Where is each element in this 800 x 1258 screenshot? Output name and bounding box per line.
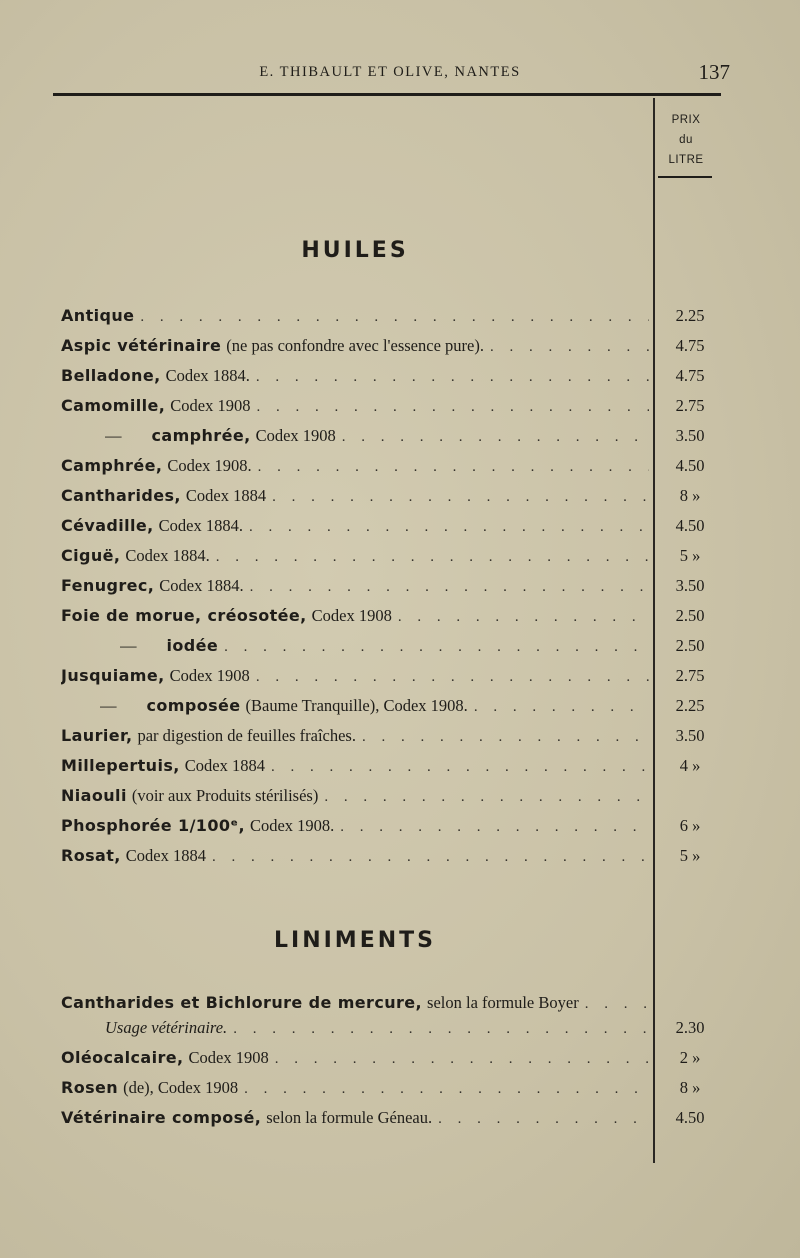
item-detail: Codex 1908. — [249, 816, 335, 835]
list-item — [61, 666, 649, 692]
item-detail: (ne pas confondre avec l'essence pure). — [226, 336, 484, 355]
item-detail: Usage vétérinaire. — [105, 1018, 228, 1037]
list-item — [61, 606, 649, 632]
item-price: 4.50 — [675, 516, 705, 535]
item-name: Niaouli — [61, 786, 127, 805]
list-item — [61, 1108, 649, 1134]
running-head: E. THIBAULT ET OLIVE, NANTES — [259, 64, 521, 80]
dot-leader — [324, 789, 649, 806]
item-name: Rosat, — [61, 846, 121, 865]
dot-leader — [224, 639, 649, 656]
list-item — [61, 1048, 649, 1074]
item-name: Fenugrec, — [61, 576, 155, 595]
list-item — [61, 576, 649, 602]
dot-leader — [275, 1051, 649, 1068]
item-name: Laurier, — [61, 726, 133, 745]
item-name: iodée — [166, 636, 219, 655]
dot-leader — [474, 699, 649, 716]
dot-leader — [216, 549, 649, 566]
item-price: 6 » — [679, 816, 701, 835]
item-detail: Codex 1884. — [165, 366, 250, 385]
dot-leader — [250, 579, 649, 596]
dot-leader — [398, 609, 649, 626]
dot-leader — [271, 759, 649, 776]
dot-leader — [233, 1021, 649, 1038]
item-price: 2.50 — [675, 606, 705, 625]
list-item — [61, 993, 649, 1019]
item-name: Antique — [61, 306, 135, 325]
item-name: Rosen — [61, 1078, 119, 1097]
ditto-dash: — — [105, 426, 122, 445]
dot-leader — [342, 429, 649, 446]
item-price: 5 » — [679, 546, 701, 565]
item-price: 4 » — [679, 756, 701, 775]
item-detail: Codex 1908 — [255, 426, 336, 445]
item-name: camphrée, — [151, 426, 251, 445]
item-name: Cantharides, — [61, 486, 181, 505]
item-detail: Codex 1884. — [158, 516, 243, 535]
item-price: 3.50 — [675, 576, 705, 595]
list-item — [61, 846, 649, 872]
item-price: 4.50 — [675, 456, 705, 475]
price-header-line-3: LITRE — [668, 154, 704, 166]
header-rule — [53, 93, 721, 96]
dot-leader — [256, 399, 649, 416]
page-number: 137 — [698, 60, 730, 84]
item-price: 4.75 — [675, 336, 705, 355]
dot-leader — [258, 459, 649, 476]
item-price: 2 » — [679, 1048, 701, 1067]
price-header-line-1: PRIX — [671, 114, 701, 126]
dot-leader — [256, 669, 649, 686]
item-name: Camphrée, — [61, 456, 163, 475]
item-price: 2.25 — [675, 696, 705, 715]
item-price: 2.30 — [675, 1018, 705, 1037]
dot-leader — [244, 1081, 649, 1098]
list-item — [61, 516, 649, 542]
item-detail: Codex 1908 — [311, 606, 392, 625]
item-name: Oléocalcaire, — [61, 1048, 184, 1067]
list-item — [61, 336, 649, 362]
list-item — [61, 816, 649, 842]
dot-leader — [490, 339, 649, 356]
item-detail: Codex 1908 — [188, 1048, 269, 1067]
list-item — [120, 636, 649, 662]
item-detail: selon la formule Géneau. — [266, 1108, 433, 1127]
item-detail: Codex 1884 — [185, 486, 267, 505]
item-price: 2.25 — [675, 306, 705, 325]
item-price: 3.50 — [675, 426, 705, 445]
item-detail: Codex 1908. — [167, 456, 252, 475]
dot-leader — [249, 519, 649, 536]
item-detail: Codex 1908 — [170, 396, 251, 415]
list-item — [61, 396, 649, 422]
item-detail: Codex 1908 — [169, 666, 250, 685]
item-detail: par digestion de feuilles fraîches. — [137, 726, 356, 745]
item-name: Camomille, — [61, 396, 166, 415]
list-item — [61, 756, 649, 782]
list-item — [61, 786, 649, 812]
item-detail: Codex 1884 — [184, 756, 265, 775]
item-name: Phosphorée 1/100ᵉ, — [61, 816, 245, 835]
section-title-liniments: LINIMENTS — [274, 928, 436, 953]
price-column-rule — [653, 98, 655, 1163]
item-detail: Codex 1884. — [159, 576, 244, 595]
dot-leader — [438, 1111, 649, 1128]
section-title-huiles: HUILES — [301, 238, 409, 263]
list-item — [61, 456, 649, 482]
list-item — [61, 546, 649, 572]
list-item — [61, 1078, 649, 1104]
list-item — [105, 1018, 649, 1044]
item-price: 2.50 — [675, 636, 705, 655]
item-price: 2.75 — [675, 666, 705, 685]
list-item — [61, 726, 649, 752]
dot-leader — [140, 309, 649, 326]
item-price: 8 » — [679, 486, 701, 505]
item-detail: (Baume Tranquille), Codex 1908. — [245, 696, 468, 715]
ditto-dash: — — [100, 696, 117, 715]
list-item — [61, 486, 649, 512]
dot-leader — [256, 369, 649, 386]
item-name: composée — [146, 696, 241, 715]
dot-leader — [272, 489, 649, 506]
item-detail: (voir aux Produits stérilisés) — [131, 786, 319, 805]
item-detail: Codex 1884. — [125, 546, 210, 565]
item-detail: (de), Codex 1908 — [123, 1078, 239, 1097]
item-price: 4.50 — [675, 1108, 705, 1127]
item-price: 8 » — [679, 1078, 701, 1097]
item-name: Aspic vétérinaire — [61, 336, 222, 355]
item-price: 2.75 — [675, 396, 705, 415]
dot-leader — [340, 819, 649, 836]
item-name: Belladone, — [61, 366, 161, 385]
price-column-header — [656, 110, 716, 170]
dot-leader — [585, 996, 649, 1013]
dot-leader — [362, 729, 649, 746]
item-price: 5 » — [679, 846, 701, 865]
price-header-rule — [658, 176, 712, 178]
item-price: 3.50 — [675, 726, 705, 745]
ditto-dash: — — [120, 636, 137, 655]
list-item — [61, 306, 649, 332]
dot-leader — [212, 849, 649, 866]
item-detail: selon la formule Boyer — [427, 993, 579, 1012]
item-detail: Codex 1884 — [125, 846, 206, 865]
list-item — [61, 366, 649, 392]
item-name: Vétérinaire composé, — [61, 1108, 262, 1127]
item-name: Jusquiame, — [61, 666, 165, 685]
item-name: Cévadille, — [61, 516, 154, 535]
price-header-line-2: du — [679, 134, 693, 146]
item-name: Foie de morue, créosotée, — [61, 606, 307, 625]
list-item — [100, 696, 649, 722]
list-item — [105, 426, 649, 452]
item-name: Millepertuis, — [61, 756, 180, 775]
item-name: Ciguë, — [61, 546, 121, 565]
item-price: 4.75 — [675, 366, 705, 385]
item-name: Cantharides et Bichlorure de mercure, — [61, 993, 423, 1012]
